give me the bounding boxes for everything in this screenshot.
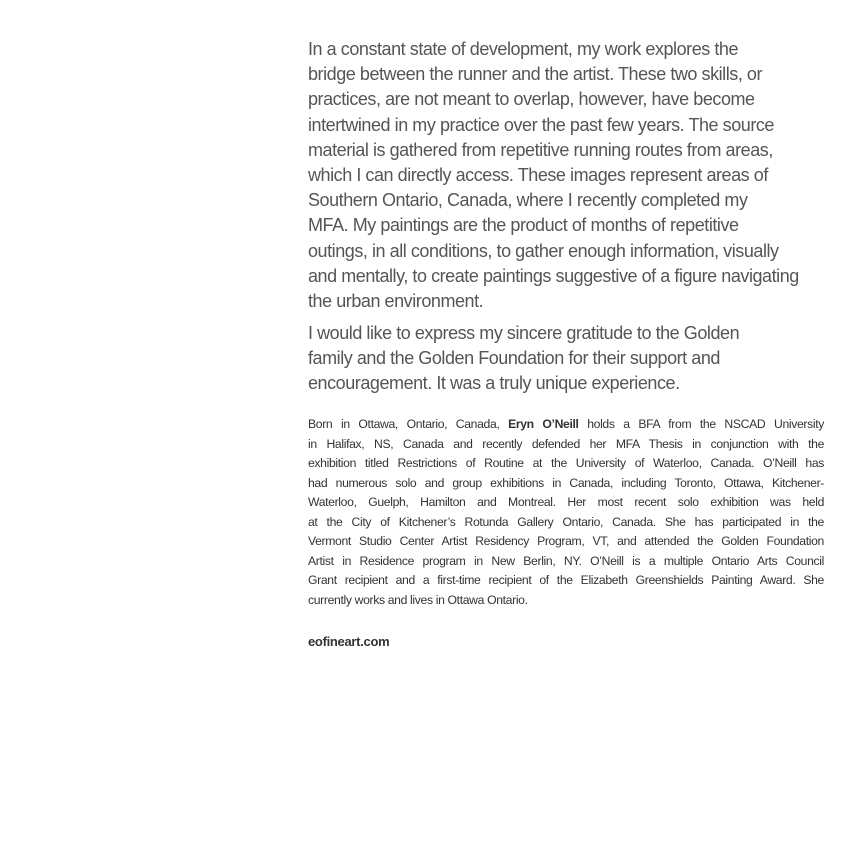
artist-statement (308, 37, 824, 314)
artist-name: Eryn O’Neill (508, 417, 579, 431)
bio-line: at the City of Kitchener’s Rotunda Gallery Ontario, Canada. She has participated in the (308, 514, 824, 529)
acknowledgement (308, 321, 824, 397)
bio-line: Vermont Studio Center Artist Residency Program, VT, and attended the Golden Foundation (308, 534, 824, 548)
text-line: the urban environment. (308, 291, 484, 312)
bio-line: had numerous solo and group exhibitions in Canada, including Toronto, Ottawa, Kitchener- (308, 475, 824, 490)
text-line: bridge between the runner and the artist. These two skills, or (308, 64, 763, 85)
text-line: Southern Ontario, Canada, where I recently completed my (308, 190, 748, 211)
text-line: which I can directly access. These images represent areas of (308, 165, 768, 186)
artist-bio (308, 415, 824, 610)
text-line: encouragement. It was a truly unique experience. (308, 373, 680, 394)
text-line: and mentally, to create paintings suggestive of a figure navigating (308, 265, 799, 286)
text-line: intertwined in my practice over the past few years. The source (308, 114, 774, 135)
text-line: practices, are not meant to overlap, however, have become (308, 89, 755, 110)
text-line: In a constant state of development, my work explores the (308, 39, 739, 59)
text-line: I would like to express my sincere gratitude to the Golden (308, 323, 740, 343)
text-line: family and the Golden Foundation for their support and (308, 348, 720, 369)
bio-line: in Halifax, NS, Canada and recently defended her MFA Thesis in conjunction with the (308, 436, 824, 451)
bio-line: Born in Ottawa, Ontario, Canada, Eryn O’Neill holds a BFA from the NSCAD University (308, 417, 824, 431)
bio-line: Grant recipient and a first-time recipient of the Elizabeth Greenshields Painting Award. She (308, 573, 824, 587)
bio-line: currently works and lives in Ottawa Ontario. (308, 592, 528, 607)
text-line: outings, in all conditions, to gather enough information, visually (308, 240, 779, 261)
text-line: material is gathered from repetitive running routes from areas, (308, 139, 773, 160)
bio-line: exhibition titled Restrictions of Routine at the University of Waterloo, Canada. O’Neill has (308, 456, 824, 470)
bio-line: Artist in Residence program in New Berlin, NY. O’Neill is a multiple Ontario Arts Council (308, 553, 824, 568)
bio-line: Waterloo, Guelph, Hamilton and Montreal. Her most recent solo exhibition was held (308, 495, 824, 509)
text-line: MFA. My paintings are the product of months of repetitive (308, 215, 739, 236)
website-link[interactable]: eofineart.com (308, 634, 390, 649)
